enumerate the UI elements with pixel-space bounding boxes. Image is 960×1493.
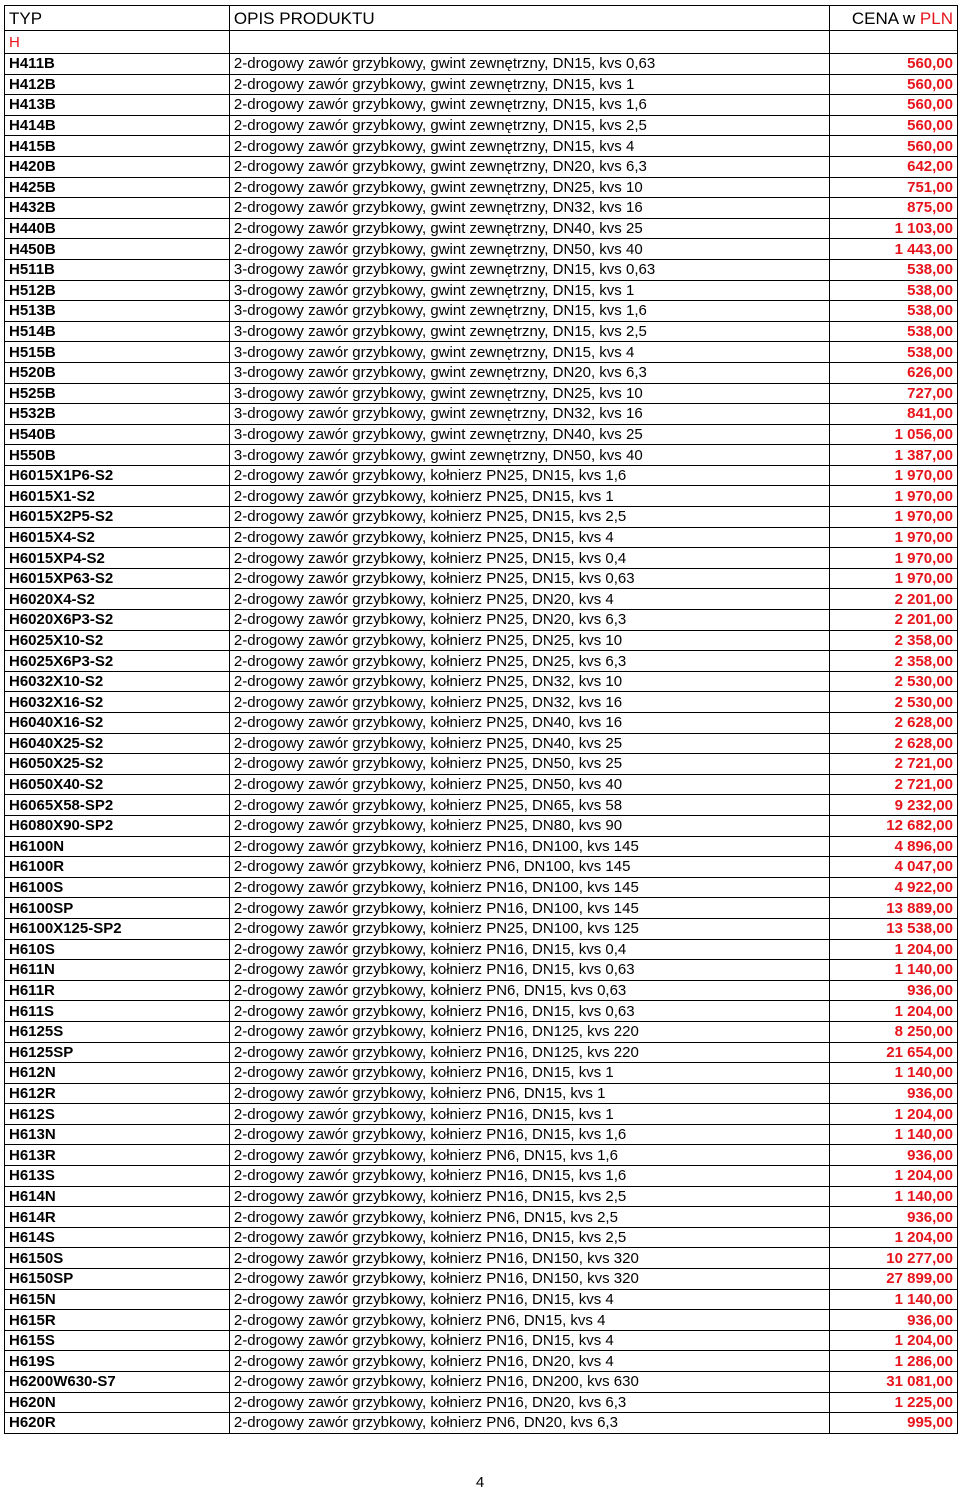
product-type-cell: H613R [5, 1145, 230, 1166]
product-price-cell: 2 201,00 [829, 589, 957, 610]
product-price-cell: 1 286,00 [829, 1351, 957, 1372]
product-type-cell: H615S [5, 1330, 230, 1351]
table-row [5, 1207, 958, 1228]
product-description-cell: 2-drogowy zawór grzybkowy, kołnierz PN6, DN100, kvs 145 [229, 857, 829, 878]
table-row [5, 1248, 958, 1269]
product-price-cell: 2 721,00 [829, 754, 957, 775]
product-type-cell: H6100SP [5, 898, 230, 919]
product-description-cell: 2-drogowy zawór grzybkowy, kołnierz PN16, DN15, kvs 0,63 [229, 960, 829, 981]
table-header-row [5, 6, 958, 31]
table-row [5, 383, 958, 404]
product-description-cell: 2-drogowy zawór grzybkowy, gwint zewnętrzny, DN15, kvs 2,5 [229, 115, 829, 136]
table-row [5, 548, 958, 569]
product-price-cell: 560,00 [829, 136, 957, 157]
table-row [5, 918, 958, 939]
product-description-cell: 2-drogowy zawór grzybkowy, kołnierz PN6, DN15, kvs 0,63 [229, 980, 829, 1001]
product-type-cell: H615R [5, 1310, 230, 1331]
product-price-cell: 936,00 [829, 980, 957, 1001]
product-description-cell: 2-drogowy zawór grzybkowy, kołnierz PN16, DN100, kvs 145 [229, 898, 829, 919]
table-row [5, 362, 958, 383]
product-type-cell: H550B [5, 445, 230, 466]
product-price-cell: 1 204,00 [829, 939, 957, 960]
table-row [5, 568, 958, 589]
table-row [5, 1104, 958, 1125]
product-price-cell: 1 970,00 [829, 486, 957, 507]
product-description-cell: 2-drogowy zawór grzybkowy, kołnierz PN25, DN40, kvs 16 [229, 713, 829, 734]
table-row [5, 1021, 958, 1042]
product-price-cell: 1 970,00 [829, 527, 957, 548]
product-type-cell: H6032X10-S2 [5, 671, 230, 692]
price-header-prefix: CENA w [851, 8, 920, 28]
product-description-cell: 2-drogowy zawór grzybkowy, kołnierz PN16, DN200, kvs 630 [229, 1372, 829, 1393]
product-price-cell: 1 970,00 [829, 568, 957, 589]
table-row [5, 836, 958, 857]
product-price-cell: 1 204,00 [829, 1227, 957, 1248]
product-description-cell: 2-drogowy zawór grzybkowy, kołnierz PN6, DN20, kvs 6,3 [229, 1413, 829, 1434]
table-row [5, 733, 958, 754]
product-type-cell: H512B [5, 280, 230, 301]
product-description-cell: 2-drogowy zawór grzybkowy, kołnierz PN16, DN100, kvs 145 [229, 836, 829, 857]
product-type-cell: H6015XP4-S2 [5, 548, 230, 569]
product-price-cell: 1 387,00 [829, 445, 957, 466]
table-row [5, 74, 958, 95]
product-price-cell: 2 721,00 [829, 774, 957, 795]
product-type-cell: H412B [5, 74, 230, 95]
product-price-cell: 4 047,00 [829, 857, 957, 878]
table-row [5, 1145, 958, 1166]
table-row [5, 1186, 958, 1207]
product-price-cell: 936,00 [829, 1145, 957, 1166]
table-row [5, 156, 958, 177]
product-description-cell: 3-drogowy zawór grzybkowy, gwint zewnętrzny, DN15, kvs 0,63 [229, 259, 829, 280]
product-price-cell: 10 277,00 [829, 1248, 957, 1269]
table-row [5, 1042, 958, 1063]
group-empty-cell [229, 31, 829, 54]
product-price-cell: 1 140,00 [829, 960, 957, 981]
product-price-cell: 31 081,00 [829, 1372, 957, 1393]
product-description-cell: 2-drogowy zawór grzybkowy, kołnierz PN16, DN15, kvs 4 [229, 1289, 829, 1310]
table-row [5, 671, 958, 692]
table-row [5, 486, 958, 507]
product-description-cell: 2-drogowy zawór grzybkowy, kołnierz PN16, DN125, kvs 220 [229, 1042, 829, 1063]
product-description-cell: 2-drogowy zawór grzybkowy, kołnierz PN25, DN20, kvs 6,3 [229, 610, 829, 631]
product-description-cell: 2-drogowy zawór grzybkowy, kołnierz PN6, DN15, kvs 1,6 [229, 1145, 829, 1166]
table-row [5, 651, 958, 672]
product-type-cell: H6150S [5, 1248, 230, 1269]
product-price-cell: 2 628,00 [829, 733, 957, 754]
table-row [5, 1063, 958, 1084]
product-price-cell: 841,00 [829, 404, 957, 425]
product-price-cell: 727,00 [829, 383, 957, 404]
product-price-cell: 13 889,00 [829, 898, 957, 919]
product-type-cell: H6020X6P3-S2 [5, 610, 230, 631]
table-row [5, 857, 958, 878]
table-row [5, 1227, 958, 1248]
product-price-cell: 538,00 [829, 342, 957, 363]
product-type-cell: H6100R [5, 857, 230, 878]
product-price-cell: 1 140,00 [829, 1186, 957, 1207]
product-price-cell: 538,00 [829, 321, 957, 342]
table-row [5, 774, 958, 795]
product-type-cell: H611R [5, 980, 230, 1001]
product-description-cell: 2-drogowy zawór grzybkowy, kołnierz PN16, DN20, kvs 6,3 [229, 1392, 829, 1413]
table-row [5, 527, 958, 548]
product-price-cell: 538,00 [829, 301, 957, 322]
table-row [5, 95, 958, 116]
product-price-cell: 21 654,00 [829, 1042, 957, 1063]
product-price-cell: 1 204,00 [829, 1166, 957, 1187]
product-type-cell: H413B [5, 95, 230, 116]
product-price-cell: 4 922,00 [829, 877, 957, 898]
product-price-cell: 1 103,00 [829, 218, 957, 239]
product-description-cell: 2-drogowy zawór grzybkowy, kołnierz PN25, DN15, kvs 0,4 [229, 548, 829, 569]
product-price-cell: 2 530,00 [829, 692, 957, 713]
table-row [5, 465, 958, 486]
product-description-cell: 3-drogowy zawór grzybkowy, gwint zewnętrzny, DN20, kvs 6,3 [229, 362, 829, 383]
product-price-cell: 1 140,00 [829, 1124, 957, 1145]
product-type-cell: H6015X4-S2 [5, 527, 230, 548]
product-type-cell: H6065X58-SP2 [5, 795, 230, 816]
product-type-cell: H6125S [5, 1021, 230, 1042]
product-price-cell: 2 358,00 [829, 651, 957, 672]
table-row [5, 218, 958, 239]
product-type-cell: H6015X2P5-S2 [5, 507, 230, 528]
product-price-cell: 8 250,00 [829, 1021, 957, 1042]
product-type-cell: H613N [5, 1124, 230, 1145]
product-description-cell: 2-drogowy zawór grzybkowy, gwint zewnętrzny, DN15, kvs 1 [229, 74, 829, 95]
table-row [5, 54, 958, 75]
column-header-price [829, 6, 957, 31]
product-description-cell: 2-drogowy zawór grzybkowy, gwint zewnętrzny, DN32, kvs 16 [229, 198, 829, 219]
product-type-cell: H614N [5, 1186, 230, 1207]
product-description-cell: 2-drogowy zawór grzybkowy, kołnierz PN16, DN150, kvs 320 [229, 1248, 829, 1269]
product-type-cell: H6025X6P3-S2 [5, 651, 230, 672]
price-header-currency: PLN [919, 8, 953, 28]
product-type-cell: H614R [5, 1207, 230, 1228]
table-row [5, 960, 958, 981]
table-row [5, 610, 958, 631]
product-description-cell: 3-drogowy zawór grzybkowy, gwint zewnętrzny, DN15, kvs 2,5 [229, 321, 829, 342]
table-row [5, 815, 958, 836]
product-description-cell: 2-drogowy zawór grzybkowy, kołnierz PN25, DN15, kvs 4 [229, 527, 829, 548]
product-description-cell: 2-drogowy zawór grzybkowy, kołnierz PN25, DN65, kvs 58 [229, 795, 829, 816]
table-row [5, 754, 958, 775]
table-row [5, 939, 958, 960]
table-row [5, 1269, 958, 1290]
table-row [5, 795, 958, 816]
table-row [5, 1124, 958, 1145]
product-description-cell: 2-drogowy zawór grzybkowy, kołnierz PN6, DN15, kvs 1 [229, 1083, 829, 1104]
product-type-cell: H532B [5, 404, 230, 425]
product-description-cell: 2-drogowy zawór grzybkowy, kołnierz PN16, DN15, kvs 0,63 [229, 1001, 829, 1022]
table-row [5, 1372, 958, 1393]
table-row [5, 404, 958, 425]
product-description-cell: 2-drogowy zawór grzybkowy, kołnierz PN25, DN32, kvs 16 [229, 692, 829, 713]
product-type-cell: H440B [5, 218, 230, 239]
product-description-cell: 3-drogowy zawór grzybkowy, gwint zewnętrzny, DN15, kvs 1 [229, 280, 829, 301]
product-description-cell: 2-drogowy zawór grzybkowy, kołnierz PN25, DN50, kvs 25 [229, 754, 829, 775]
product-type-cell: H6040X25-S2 [5, 733, 230, 754]
product-price-cell: 626,00 [829, 362, 957, 383]
table-row [5, 280, 958, 301]
product-price-cell: 936,00 [829, 1083, 957, 1104]
table-row [5, 507, 958, 528]
product-description-cell: 2-drogowy zawór grzybkowy, kołnierz PN16, DN15, kvs 2,5 [229, 1227, 829, 1248]
product-price-cell: 2 201,00 [829, 610, 957, 631]
product-description-cell: 3-drogowy zawór grzybkowy, gwint zewnętrzny, DN32, kvs 16 [229, 404, 829, 425]
column-header-description: OPIS PRODUKTU [229, 6, 829, 31]
product-price-cell: 2 628,00 [829, 713, 957, 734]
product-price-cell: 560,00 [829, 95, 957, 116]
table-row [5, 342, 958, 363]
product-type-cell: H620R [5, 1413, 230, 1434]
table-row [5, 1413, 958, 1434]
product-description-cell: 2-drogowy zawór grzybkowy, kołnierz PN25, DN15, kvs 0,63 [229, 568, 829, 589]
product-description-cell: 2-drogowy zawór grzybkowy, kołnierz PN25, DN25, kvs 10 [229, 630, 829, 651]
product-type-cell: H515B [5, 342, 230, 363]
product-description-cell: 2-drogowy zawór grzybkowy, kołnierz PN16, DN15, kvs 2,5 [229, 1186, 829, 1207]
table-row [5, 136, 958, 157]
product-price-cell: 1 204,00 [829, 1330, 957, 1351]
product-type-cell: H420B [5, 156, 230, 177]
table-row [5, 424, 958, 445]
product-price-cell: 995,00 [829, 1413, 957, 1434]
product-description-cell: 2-drogowy zawór grzybkowy, kołnierz PN25, DN32, kvs 10 [229, 671, 829, 692]
product-description-cell: 2-drogowy zawór grzybkowy, kołnierz PN16, DN15, kvs 1,6 [229, 1124, 829, 1145]
table-row [5, 239, 958, 260]
product-type-cell: H6080X90-SP2 [5, 815, 230, 836]
product-type-cell: H513B [5, 301, 230, 322]
product-description-cell: 2-drogowy zawór grzybkowy, gwint zewnętrzny, DN50, kvs 40 [229, 239, 829, 260]
table-row [5, 898, 958, 919]
product-price-cell: 538,00 [829, 280, 957, 301]
product-type-cell: H612R [5, 1083, 230, 1104]
product-type-cell: H540B [5, 424, 230, 445]
table-row [5, 630, 958, 651]
product-type-cell: H432B [5, 198, 230, 219]
product-type-cell: H514B [5, 321, 230, 342]
table-row [5, 1310, 958, 1331]
product-description-cell: 2-drogowy zawór grzybkowy, gwint zewnętrzny, DN20, kvs 6,3 [229, 156, 829, 177]
table-row [5, 1083, 958, 1104]
product-description-cell: 2-drogowy zawór grzybkowy, kołnierz PN16, DN20, kvs 4 [229, 1351, 829, 1372]
product-price-cell: 560,00 [829, 115, 957, 136]
product-price-cell: 2 358,00 [829, 630, 957, 651]
product-type-cell: H520B [5, 362, 230, 383]
product-description-cell: 2-drogowy zawór grzybkowy, gwint zewnętrzny, DN15, kvs 0,63 [229, 54, 829, 75]
product-price-cell: 1 204,00 [829, 1001, 957, 1022]
product-description-cell: 2-drogowy zawór grzybkowy, kołnierz PN25, DN15, kvs 2,5 [229, 507, 829, 528]
product-price-cell: 1 204,00 [829, 1104, 957, 1125]
product-description-cell: 2-drogowy zawór grzybkowy, kołnierz PN16, DN15, kvs 1 [229, 1063, 829, 1084]
product-type-cell: H415B [5, 136, 230, 157]
price-table [4, 5, 958, 1434]
product-description-cell: 2-drogowy zawór grzybkowy, kołnierz PN16, DN100, kvs 145 [229, 877, 829, 898]
table-row [5, 1330, 958, 1351]
table-row [5, 877, 958, 898]
product-description-cell: 2-drogowy zawór grzybkowy, gwint zewnętrzny, DN15, kvs 4 [229, 136, 829, 157]
product-description-cell: 2-drogowy zawór grzybkowy, kołnierz PN6, DN15, kvs 2,5 [229, 1207, 829, 1228]
product-type-cell: H6100N [5, 836, 230, 857]
table-row [5, 115, 958, 136]
product-description-cell: 2-drogowy zawór grzybkowy, gwint zewnętrzny, DN25, kvs 10 [229, 177, 829, 198]
product-type-cell: H614S [5, 1227, 230, 1248]
product-description-cell: 3-drogowy zawór grzybkowy, gwint zewnętrzny, DN15, kvs 4 [229, 342, 829, 363]
product-price-cell: 1 970,00 [829, 548, 957, 569]
table-row [5, 1166, 958, 1187]
product-description-cell: 2-drogowy zawór grzybkowy, kołnierz PN25, DN40, kvs 25 [229, 733, 829, 754]
product-price-cell: 875,00 [829, 198, 957, 219]
table-row [5, 1392, 958, 1413]
product-type-cell: H6050X40-S2 [5, 774, 230, 795]
group-empty-cell [829, 31, 957, 54]
table-row [5, 1289, 958, 1310]
product-price-cell: 560,00 [829, 74, 957, 95]
product-description-cell: 2-drogowy zawór grzybkowy, kołnierz PN25, DN15, kvs 1 [229, 486, 829, 507]
product-description-cell: 2-drogowy zawór grzybkowy, kołnierz PN16, DN150, kvs 320 [229, 1269, 829, 1290]
product-description-cell: 2-drogowy zawór grzybkowy, gwint zewnętrzny, DN15, kvs 1,6 [229, 95, 829, 116]
product-price-cell: 1 970,00 [829, 465, 957, 486]
product-price-cell: 1 443,00 [829, 239, 957, 260]
product-description-cell: 2-drogowy zawór grzybkowy, kołnierz PN16, DN15, kvs 0,4 [229, 939, 829, 960]
table-row [5, 301, 958, 322]
table-row [5, 589, 958, 610]
product-description-cell: 2-drogowy zawór grzybkowy, kołnierz PN16, DN15, kvs 4 [229, 1330, 829, 1351]
column-header-type: TYP [5, 6, 230, 31]
table-row [5, 1351, 958, 1372]
product-type-cell: H611S [5, 1001, 230, 1022]
product-type-cell: H611N [5, 960, 230, 981]
table-row [5, 692, 958, 713]
table-row [5, 198, 958, 219]
table-row [5, 1001, 958, 1022]
table-row [5, 713, 958, 734]
product-type-cell: H615N [5, 1289, 230, 1310]
product-description-cell: 2-drogowy zawór grzybkowy, kołnierz PN25, DN20, kvs 4 [229, 589, 829, 610]
product-price-cell: 13 538,00 [829, 918, 957, 939]
product-price-cell: 9 232,00 [829, 795, 957, 816]
product-description-cell: 2-drogowy zawór grzybkowy, kołnierz PN25, DN80, kvs 90 [229, 815, 829, 836]
product-description-cell: 2-drogowy zawór grzybkowy, kołnierz PN25, DN100, kvs 125 [229, 918, 829, 939]
product-description-cell: 2-drogowy zawór grzybkowy, gwint zewnętrzny, DN40, kvs 25 [229, 218, 829, 239]
product-type-cell: H610S [5, 939, 230, 960]
product-type-cell: H612S [5, 1104, 230, 1125]
product-type-cell: H6050X25-S2 [5, 754, 230, 775]
product-price-cell: 936,00 [829, 1207, 957, 1228]
product-price-cell: 1 140,00 [829, 1289, 957, 1310]
product-description-cell: 3-drogowy zawór grzybkowy, gwint zewnętrzny, DN50, kvs 40 [229, 445, 829, 466]
product-price-cell: 1 140,00 [829, 1063, 957, 1084]
product-type-cell: H6125SP [5, 1042, 230, 1063]
product-price-cell: 538,00 [829, 259, 957, 280]
product-price-cell: 1 056,00 [829, 424, 957, 445]
product-type-cell: H450B [5, 239, 230, 260]
product-price-cell: 2 530,00 [829, 671, 957, 692]
product-type-cell: H6100S [5, 877, 230, 898]
product-type-cell: H620N [5, 1392, 230, 1413]
product-type-cell: H6020X4-S2 [5, 589, 230, 610]
product-price-cell: 1 225,00 [829, 1392, 957, 1413]
product-type-cell: H6200W630-S7 [5, 1372, 230, 1393]
product-description-cell: 2-drogowy zawór grzybkowy, kołnierz PN25, DN50, kvs 40 [229, 774, 829, 795]
table-row [5, 980, 958, 1001]
product-type-cell: H6015XP63-S2 [5, 568, 230, 589]
product-type-cell: H6150SP [5, 1269, 230, 1290]
table-row [5, 177, 958, 198]
product-description-cell: 2-drogowy zawór grzybkowy, kołnierz PN6, DN15, kvs 4 [229, 1310, 829, 1331]
product-type-cell: H6032X16-S2 [5, 692, 230, 713]
product-description-cell: 2-drogowy zawór grzybkowy, kołnierz PN25, DN15, kvs 1,6 [229, 465, 829, 486]
product-price-cell: 642,00 [829, 156, 957, 177]
product-price-cell: 4 896,00 [829, 836, 957, 857]
product-description-cell: 2-drogowy zawór grzybkowy, kołnierz PN16, DN15, kvs 1,6 [229, 1166, 829, 1187]
product-description-cell: 2-drogowy zawór grzybkowy, kołnierz PN25, DN25, kvs 6,3 [229, 651, 829, 672]
product-type-cell: H613S [5, 1166, 230, 1187]
product-type-cell: H6015X1P6-S2 [5, 465, 230, 486]
product-price-cell: 936,00 [829, 1310, 957, 1331]
product-description-cell: 3-drogowy zawór grzybkowy, gwint zewnętrzny, DN25, kvs 10 [229, 383, 829, 404]
product-type-cell: H6025X10-S2 [5, 630, 230, 651]
product-type-cell: H612N [5, 1063, 230, 1084]
product-type-cell: H525B [5, 383, 230, 404]
page-number: 4 [475, 1474, 485, 1491]
product-type-cell: H6040X16-S2 [5, 713, 230, 734]
product-description-cell: 2-drogowy zawór grzybkowy, kołnierz PN16, DN125, kvs 220 [229, 1021, 829, 1042]
group-label: H [5, 31, 230, 54]
product-price-cell: 751,00 [829, 177, 957, 198]
product-description-cell: 3-drogowy zawór grzybkowy, gwint zewnętrzny, DN15, kvs 1,6 [229, 301, 829, 322]
product-price-cell: 1 970,00 [829, 507, 957, 528]
table-row [5, 259, 958, 280]
product-type-cell: H619S [5, 1351, 230, 1372]
product-type-cell: H511B [5, 259, 230, 280]
product-type-cell: H411B [5, 54, 230, 75]
table-row [5, 445, 958, 466]
product-description-cell: 3-drogowy zawór grzybkowy, gwint zewnętrzny, DN40, kvs 25 [229, 424, 829, 445]
product-type-cell: H425B [5, 177, 230, 198]
table-row [5, 321, 958, 342]
table-body [5, 31, 958, 1434]
product-price-cell: 12 682,00 [829, 815, 957, 836]
product-price-cell: 560,00 [829, 54, 957, 75]
product-price-cell: 27 899,00 [829, 1269, 957, 1290]
product-description-cell: 2-drogowy zawór grzybkowy, kołnierz PN16, DN15, kvs 1 [229, 1104, 829, 1125]
product-type-cell: H6015X1-S2 [5, 486, 230, 507]
product-type-cell: H6100X125-SP2 [5, 918, 230, 939]
group-row [5, 31, 958, 54]
product-type-cell: H414B [5, 115, 230, 136]
